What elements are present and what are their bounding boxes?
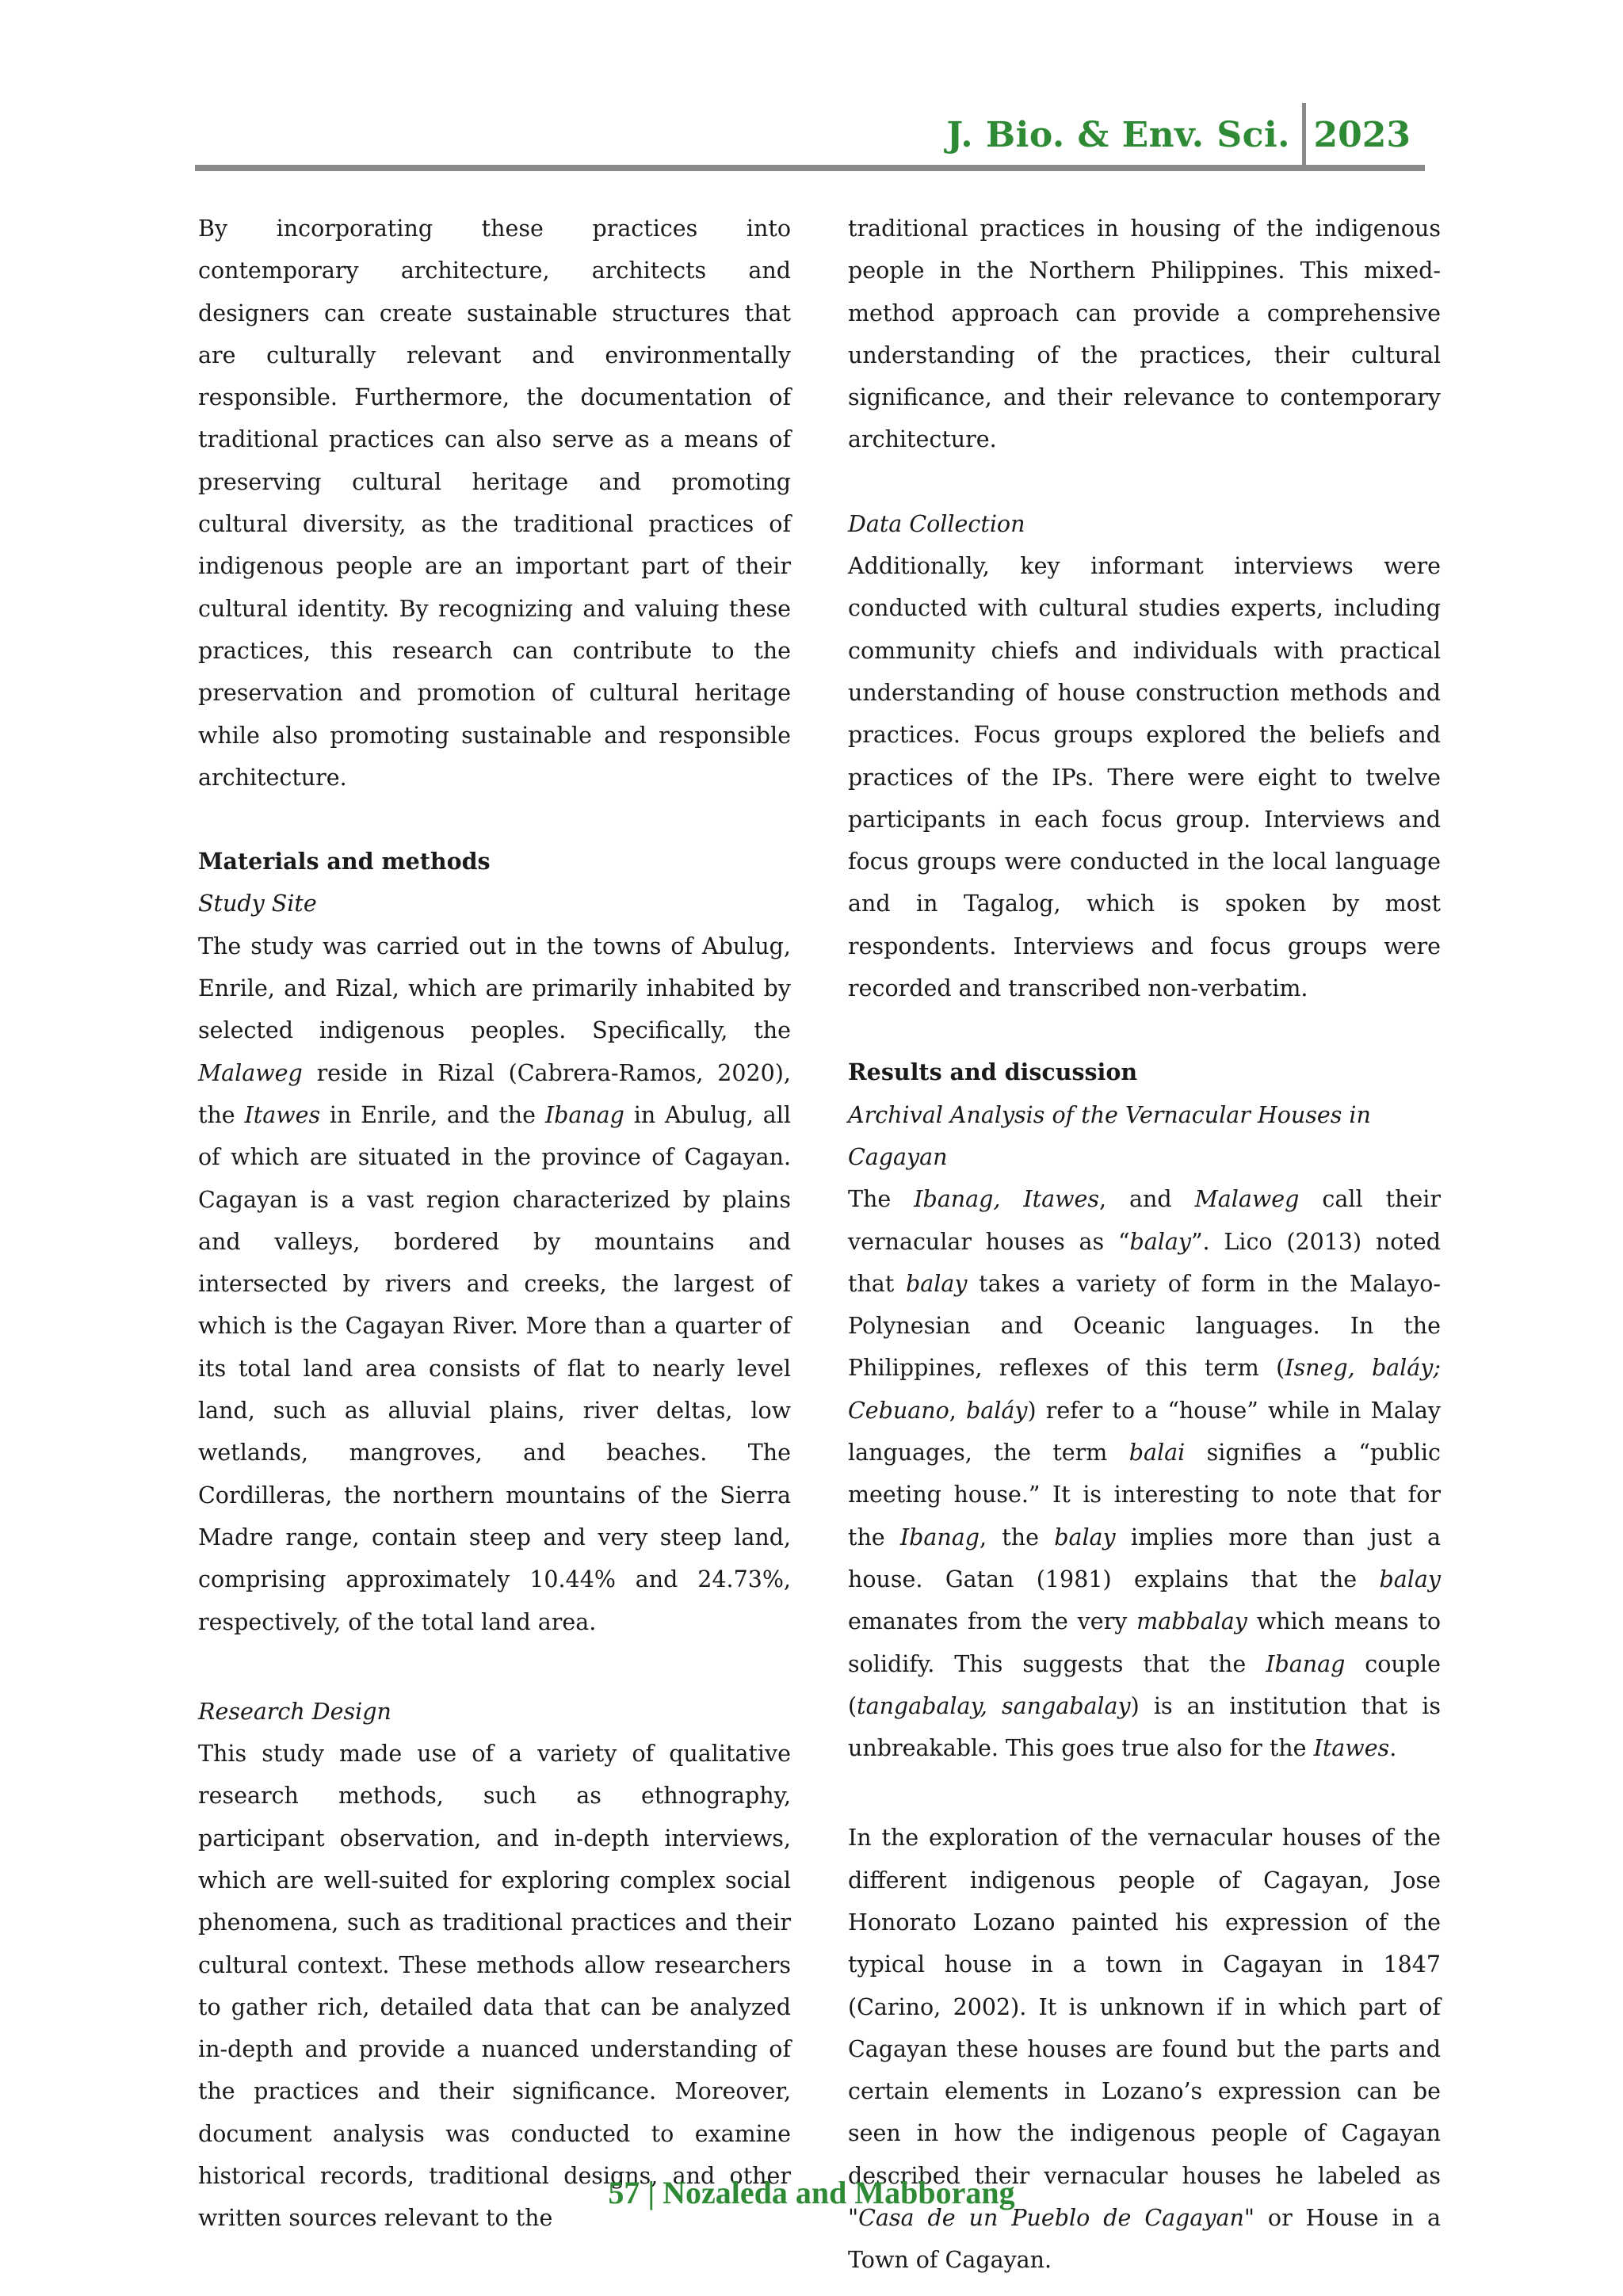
term-balay: balay	[1379, 1566, 1441, 1592]
term-ibanag-itawes: Ibanag, Itawes	[914, 1186, 1099, 1213]
text-run: emanates from the very	[848, 1608, 1137, 1635]
term-balay: baláy	[966, 1397, 1028, 1424]
text-run: The study was carried out in the towns of Abulug, Enrile, and Rizal, which are primarily inhabited by selected indigenous peoples. Specifically, the	[198, 933, 791, 1044]
term-balay: balay	[1054, 1524, 1116, 1550]
left-column	[198, 208, 791, 2240]
text-run: The	[848, 1186, 915, 1213]
spacer	[848, 461, 1441, 503]
spacer	[198, 799, 791, 841]
term-mabbalay: mabbalay	[1136, 1608, 1247, 1635]
text-run: " or House in a Town of Cagayan.	[848, 2205, 1441, 2274]
methods-heading: Materials and methods	[198, 848, 491, 875]
spacer	[848, 1009, 1441, 1051]
text-run: couple (	[848, 1650, 1441, 1719]
text-run: ) refer to a “house” while in Malay languages, the term	[848, 1397, 1441, 1466]
text-run: call their vernacular houses as “	[848, 1186, 1441, 1255]
intro-paragraph: By incorporating these practices into contemporary architecture, architects and designers can create sustainable structures that are culturally relevant and environmentally responsible. Furthermore, the documentation of traditional practices can also serve as a means of preserving cultural heritage and promoting cultural diversity, as the traditional practices of indigenous people are an important part of their cultural identity. By recognizing and valuing these practices, this research can contribute to the preservation and promotion of cultural heritage while also promoting sustainable and responsible architecture.	[198, 215, 791, 791]
running-header	[195, 103, 1425, 171]
study-site-paragraph	[198, 925, 791, 1643]
journal-year: 2023	[1313, 115, 1411, 155]
term-balai: balai	[1128, 1440, 1186, 1466]
term-isneg: Isneg, baláy; Cebuano	[848, 1355, 1441, 1424]
research-design-paragraph: This study made use of a variety of qualitative research methods, such as ethnography, participant observation, and in-depth interviews, which are well-suited for exploring complex social phenomena, such as traditional practices and their cultural context. These methods allow researchers to gather rich, detailed data that can be analyzed in-depth and provide a nuanced understanding of the practices and their significance. Moreover, document analysis was conducted to examine historical records, traditional designs, and other written sources relevant to the	[198, 1741, 791, 2232]
text-run: ,	[949, 1397, 966, 1424]
text-run: which means to solidify. This suggests that the	[848, 1608, 1441, 1677]
text-run: , and	[1098, 1186, 1195, 1213]
spacer	[848, 1769, 1441, 1817]
spacer	[198, 1643, 791, 1691]
exploration-paragraph	[848, 1817, 1441, 2281]
right-column	[848, 208, 1441, 2282]
term-malaweg: Malaweg	[198, 1059, 303, 1086]
data-collection-paragraph: Additionally, key informant interviews were conducted with cultural studies experts, including community chiefs and individuals with practical understanding of house construction methods and practices. Focus groups explored the beliefs and practices of the IPs. There were eight to twelve participants in each focus group. Interviews and focus groups were conducted in the local language and in Tagalog, which is spoken by most respondents. Interviews and focus groups were recorded and transcribed non-verbatim.	[848, 553, 1441, 1002]
journal-title: J. Bio. & Env. Sci.	[946, 115, 1290, 155]
text-run: ”. Lico (2013) noted that	[848, 1228, 1441, 1297]
data-collection-heading: Data Collection	[848, 510, 1025, 537]
results-heading: Results and discussion	[848, 1058, 1138, 1086]
term-ibanag: Ibanag	[899, 1524, 980, 1550]
term-itawes: Itawes	[244, 1101, 321, 1128]
text-run: ) is an institution that is unbreakable. This goes true also for the	[848, 1692, 1441, 1762]
text-run: reside in Rizal (Cabrera-Ramos, 2020), the	[198, 1059, 791, 1128]
archival-heading: Archival Analysis of the Vernacular Houses in Cagayan	[848, 1101, 1371, 1170]
text-run: takes a variety of form in the Malayo-Polynesian and Oceanic languages. In the Philippines, reflexes of this term (	[848, 1270, 1442, 1382]
text-run: .	[1389, 1735, 1397, 1762]
text-run: in Abulug, all of which are situated in the province of Cagayan. Cagayan is a vast region characterized by plains and valleys, bordered by mountains and intersected by rivers and creeks, the largest of which is the Cagayan River. More than a quarter of its total land area consists of flat to nearly level land, such as alluvial plains, river deltas, low wetlands, mangroves, and beaches. The Cordilleras, the northern mountains of the Sierra Madre range, contain steep and very steep land, comprising approximately 10.44% and 24.73%, respectively, of the total land area.	[198, 1101, 792, 1635]
research-design-heading: Research Design	[198, 1698, 391, 1725]
term-malaweg: Malaweg	[1194, 1186, 1300, 1213]
term-casa: Casa de un Pueblo de Cagayan	[858, 2205, 1244, 2232]
text-run: implies more than just a house. Gatan (1981) explains that the	[848, 1524, 1441, 1592]
term-itawes: Itawes	[1313, 1735, 1390, 1762]
text-run: In the exploration of the vernacular houses of the different indigenous people of Cagayan, Jose Honorato Lozano painted his expression of the typical house in a town in Cagayan in 1847 (Carino, 2002). It is unknown if in which part of Cagayan these houses are found but the parts and certain elements in Lozano’s expression can be seen in how the indigenous people of Cagayan described their vernacular houses he labeled as "	[848, 1825, 1441, 2232]
term-ibanag: Ibanag	[1266, 1650, 1346, 1677]
term-balay: balay	[905, 1270, 968, 1297]
archival-paragraph	[848, 1178, 1441, 1769]
term-ibanag: Ibanag	[544, 1101, 624, 1128]
study-site-heading: Study Site	[198, 891, 317, 917]
text-run: signifies a “public meeting house.” It is interesting to note that for the	[848, 1440, 1441, 1550]
text-run: in Enrile, and the	[320, 1101, 545, 1128]
term-tangabalay: tangabalay, sangabalay	[857, 1692, 1131, 1719]
text-run: , the	[980, 1524, 1055, 1550]
continuation-paragraph: traditional practices in housing of the indigenous people in the Northern Philippines. This mixed-method approach can provide a comprehensive understanding of the practices, their cultural significance, and their relevance to contemporary architecture.	[848, 215, 1441, 453]
header-divider	[1302, 103, 1306, 165]
term-balay: balay	[1129, 1228, 1191, 1255]
page-footer: 57 | Nozaleda and Mabborang	[608, 2175, 1015, 2210]
